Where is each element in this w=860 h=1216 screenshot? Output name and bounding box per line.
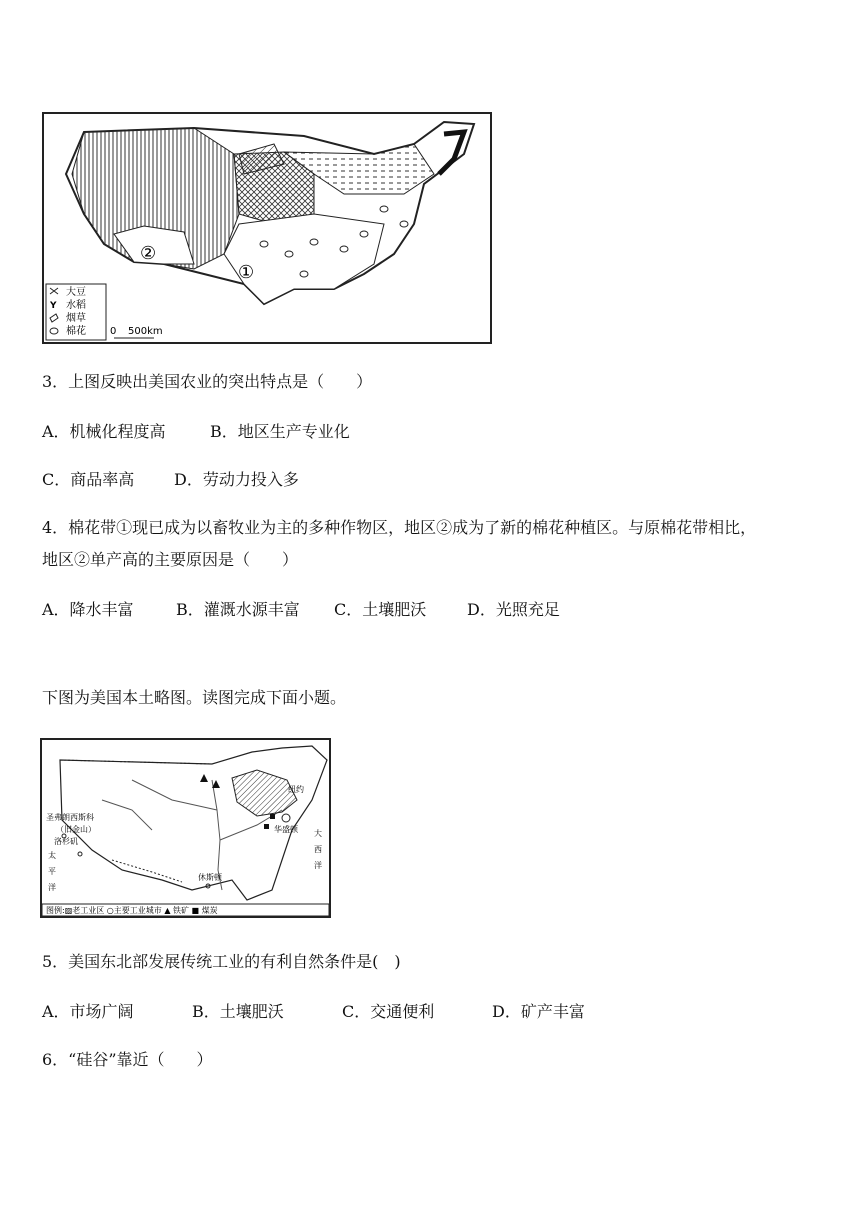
q5-option-c[interactable]: C．交通便利 <box>342 1002 435 1021</box>
question-6-stem: 6．“硅谷”靠近（ ） <box>42 1050 213 1069</box>
agriculture-map <box>42 112 492 344</box>
question-3-options <box>42 422 350 442</box>
q4-option-a[interactable]: A．降水丰富 <box>42 600 134 619</box>
rice-icon <box>49 301 57 311</box>
map1-legend <box>46 284 106 340</box>
q3-option-a[interactable]: A．机械化程度高 <box>42 422 166 441</box>
q5-option-a[interactable]: A．市场广阔 <box>42 1002 134 1021</box>
legend-rice-label: 水稻 <box>66 300 86 311</box>
scale-bar <box>110 326 163 338</box>
q3-option-d[interactable]: D．劳动力投入多 <box>174 470 299 489</box>
ocean-atlantic-char-3: 洋 <box>314 861 322 870</box>
region-2-label: ② <box>140 243 157 264</box>
legend-tobacco-label: 烟草 <box>66 313 86 324</box>
us-outline-2 <box>60 746 327 900</box>
city-dc-label: 华盛顿 <box>274 825 298 834</box>
region-1-label: ① <box>238 262 255 283</box>
question-3-options-row2 <box>42 470 299 490</box>
section-intro: 下图为美国本土略图。读图完成下面小题。 <box>42 688 347 707</box>
city-ny-label: 纽约 <box>288 785 304 794</box>
q4-option-d[interactable]: D．光照充足 <box>467 600 560 619</box>
ocean-pacific-char-3: 洋 <box>48 883 56 892</box>
legend-soybean-label: 大豆 <box>66 287 86 298</box>
city-sf-alt-label: （旧金山） <box>56 825 96 834</box>
q5-option-d[interactable]: D．矿产丰富 <box>492 1002 585 1021</box>
question-5-options <box>42 1002 585 1022</box>
question-4-stem-line1: 4．棉花带①现已成为以畜牧业为主的多种作物区，地区②成为了新的棉花种植区。与原棉花带相比， <box>42 518 757 537</box>
question-3-stem: 3．上图反映出美国农业的突出特点是（ ） <box>42 372 373 391</box>
ocean-pacific-char-1: 太 <box>48 851 56 860</box>
question-5-stem: 5．美国东北部发展传统工业的有利自然条件是( ) <box>42 952 401 971</box>
city-houston-label: 休斯顿 <box>198 873 222 882</box>
q4-option-b[interactable]: B．灌溉水源丰富 <box>176 600 300 619</box>
legend-cotton-label: 棉花 <box>66 326 86 337</box>
city-la-label: 洛杉矶 <box>54 837 78 846</box>
city-sf-label: 圣弗朗西斯科 <box>46 813 94 822</box>
map2-legend: 图例:▨老工业区 ○主要工业城市 ▲ 铁矿 ■ 煤炭 <box>46 906 218 915</box>
q4-option-c[interactable]: C．土壤肥沃 <box>334 600 427 619</box>
svg-text:Y: Y <box>50 301 57 311</box>
ocean-atlantic-char-1: 大 <box>314 829 322 838</box>
q3-option-b[interactable]: B．地区生产专业化 <box>210 422 350 441</box>
industry-map <box>40 738 331 918</box>
scale-label: 500km <box>128 326 163 337</box>
ocean-atlantic-char-2: 西 <box>314 845 322 854</box>
ocean-pacific-char-2: 平 <box>48 867 56 876</box>
q5-option-b[interactable]: B．土壤肥沃 <box>192 1002 284 1021</box>
question-4-options <box>42 600 560 620</box>
q3-option-c[interactable]: C．商品率高 <box>42 470 135 489</box>
question-4-stem-line2: 地区②单产高的主要原因是（ ） <box>42 550 299 569</box>
scale-zero: 0 <box>110 326 117 337</box>
